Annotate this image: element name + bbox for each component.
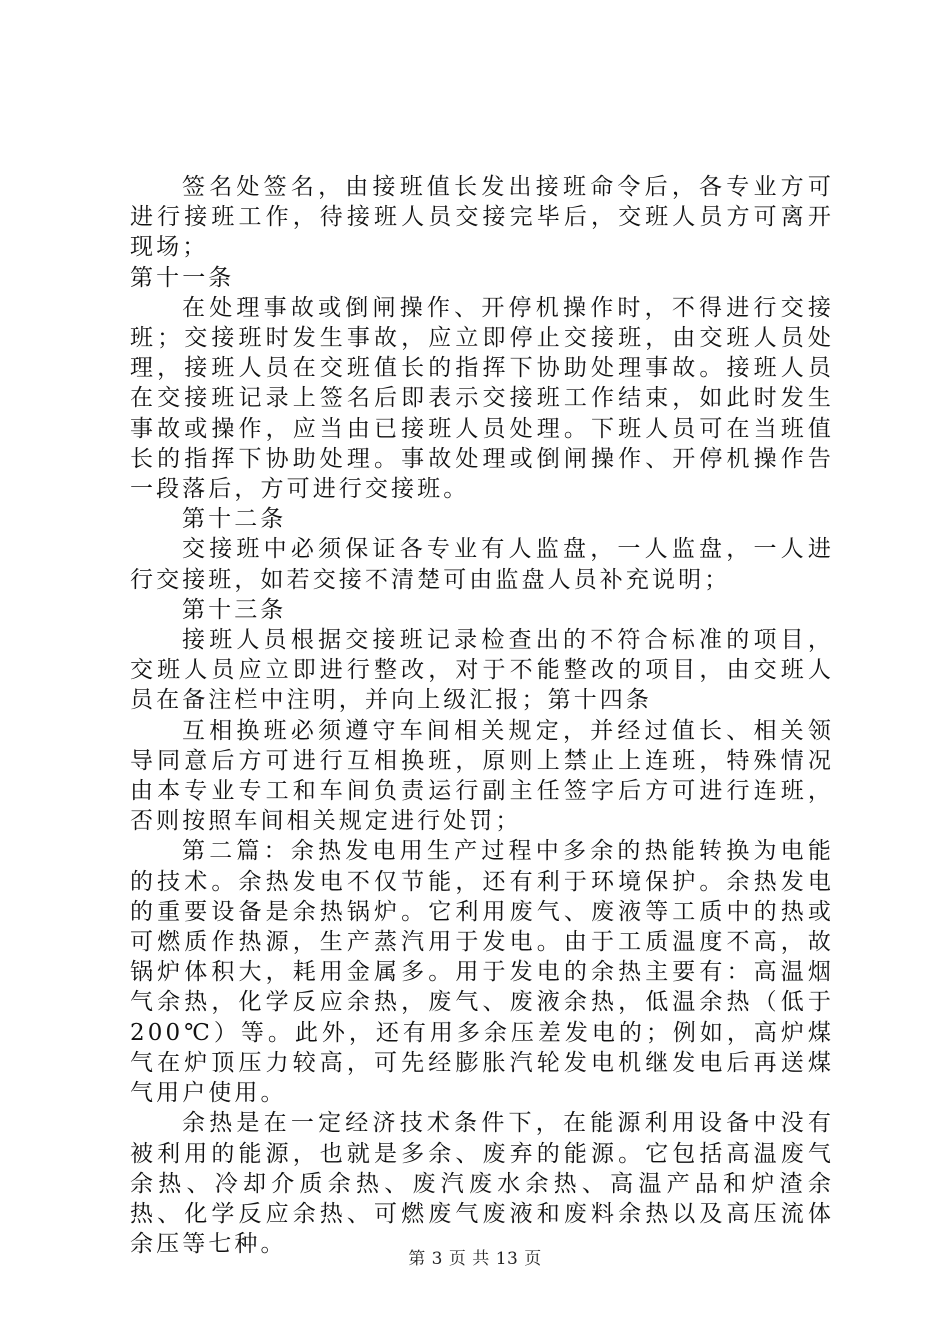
paragraph-waste-heat-power: 第二篇：余热发电用生产过程中多余的热能转换为电能的技术。余热发电不仅节能，还有利于环境保护。余热发电的重要设备是余热锅炉。它利用废气、废液等工质中的热或可燃质作热源，生产蒸汽用于发电。由于工质温度不高，故锅炉体积大，耗用金属多。用于发电的余热主要有：高温烟气余热，化学反应余热，废气、废液余热，低温余热（低于 200℃）等。此外，还有用多余压差发电的；例如，高炉煤气在炉顶压力较高，可先经膨胀汽轮发电机继发电后再送煤气用户使用。 [130, 838, 834, 1107]
paragraph-monitoring: 交接班中必须保证各专业有人监盘，一人监盘，一人进行交接班，如若交接不清楚可由监盘人员补充说明； [130, 536, 834, 593]
article-12-heading: 第十二条 [182, 506, 287, 533]
article-13-heading: 第十三条 [182, 596, 287, 623]
paragraph-shift-swap: 互相换班必须遵守车间相关规定，并经过值长、相关领导同意后方可进行互相换班，原则上禁止上连班，特殊情况由本专业专工和车间负责运行副主任签字后方可进行连班，否则按照车间相关规定进行处罚； [130, 717, 834, 835]
paragraph-waste-heat-definition: 余热是在一定经济技术条件下，在能源利用设备中没有被利用的能源，也就是多余、废弃的能源。它包括高温废气余热、冷却介质余热、废汽废水余热、高温产品和炉渣余热、化学反应余热、可燃废气废液和废料余热以及高压流体余压等七种。 [130, 1110, 834, 1258]
paragraph-rectification: 接班人员根据交接班记录检查出的不符合标准的项目，交班人员应立即进行整改，对于不能整改的项目，由交班人员在备注栏中注明，并向上级汇报；第十四条 [130, 627, 834, 714]
paragraph-handover-signature: 签名处签名，由接班值长发出接班命令后，各专业方可进行接班工作，待接班人员交接完毕后，交班人员方可离开现场； [130, 174, 834, 261]
document-body [130, 172, 834, 1259]
page-number-footer: 第 3 页 共 13 页 [408, 1249, 542, 1269]
paragraph-accident-handling: 在处理事故或倒闸操作、开停机操作时，不得进行交接班；交接班时发生事故，应立即停止交接班，由交班人员处理，接班人员在交班值长的指挥下协助处理事故。接班人员在交接班记录上签名后即表示交接班工作结束，如此时发生事故或操作，应当由已接班人员处理。下班人员可在当班值长的指挥下协助处理。事故处理或倒闸操作、开停机操作告一段落后，方可进行交接班。 [130, 294, 834, 503]
article-11-heading: 第十一条 [130, 264, 235, 291]
